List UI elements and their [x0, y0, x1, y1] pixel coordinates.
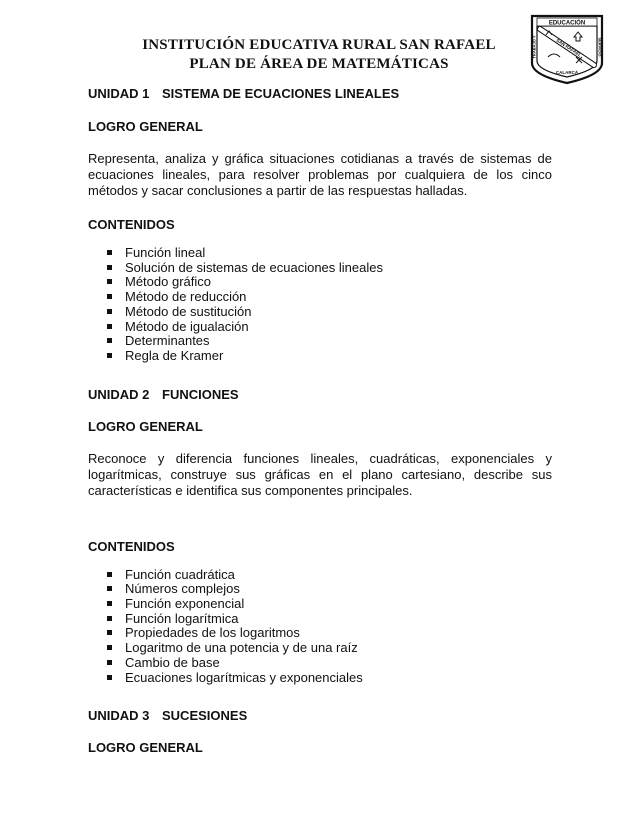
unit-1-heading — [88, 86, 552, 102]
contenidos-heading: CONTENIDOS — [88, 538, 175, 554]
shield-right-text: SERVICIO — [597, 37, 603, 57]
bullet-square-icon — [107, 630, 112, 635]
bullet-square-icon — [107, 294, 112, 299]
list-item-text: Función lineal — [125, 245, 206, 260]
list-item-text: Propiedades de los logaritmos — [125, 625, 300, 641]
list-item-text: Función cuadrática — [125, 566, 235, 582]
bullet-square-icon — [107, 586, 112, 591]
list-item-text: Ecuaciones logarítmicas y exponenciales — [125, 669, 363, 685]
list-item — [107, 656, 552, 671]
shield-left-text: TRABAJO Y — [531, 35, 537, 59]
list-item — [107, 671, 552, 686]
list-item-text: Solución de sistemas de ecuaciones lineales — [125, 259, 383, 275]
contenidos-heading: CONTENIDOS — [88, 217, 175, 232]
contenidos-list — [88, 246, 552, 364]
list-item-text: Función exponencial — [125, 596, 245, 612]
logro-general-heading: LOGRO GENERAL — [88, 740, 203, 756]
bullet-square-icon — [107, 572, 112, 577]
bullet-square-icon — [107, 265, 112, 270]
list-item — [107, 568, 552, 583]
bullet-square-icon — [107, 645, 112, 650]
bullet-square-icon — [107, 353, 112, 358]
unit-title: FUNCIONES — [162, 386, 239, 402]
bullet-square-icon — [107, 324, 112, 329]
list-item — [107, 305, 552, 320]
contenidos-list — [88, 568, 552, 686]
list-item-text: Regla de Kramer — [125, 347, 224, 363]
list-item — [107, 626, 552, 641]
shield-bottom-text: CALARCÁ — [555, 70, 579, 75]
list-item — [107, 597, 552, 612]
list-item — [107, 246, 552, 261]
bullet-square-icon — [107, 616, 112, 621]
plan-title: PLAN DE ÁREA DE MATEMÁTICAS — [189, 56, 449, 72]
logro-general-text: Representa, analiza y gráfica situaciones cotidianas a través de sistemas de ecuaciones lineales, para resolver problemas por cualquiera de los cinco métodos y sacar conclusiones a partir de las respuestas halladas. — [88, 151, 552, 198]
list-item-text: Método de reducción — [125, 289, 247, 305]
list-item — [107, 261, 552, 276]
logro-general-text: Reconoce y diferencia funciones lineales, cuadráticas, exponenciales y logarítmicas, construye sus gráficas en el plano cartesiano, describe sus características e identifica sus componentes principales. — [88, 450, 552, 498]
list-item — [107, 641, 552, 656]
bullet-square-icon — [107, 279, 112, 284]
shield-top-text: EDUCACIÓN — [548, 20, 586, 27]
list-item-text: Método de sustitución — [125, 303, 252, 319]
unit-number: UNIDAD 1 — [88, 86, 150, 101]
list-item — [107, 582, 552, 597]
list-item — [107, 612, 552, 627]
bullet-square-icon — [107, 675, 112, 680]
logro-general-heading: LOGRO GENERAL — [88, 418, 203, 434]
document-body — [88, 86, 552, 756]
list-item-text: Método gráfico — [125, 274, 211, 290]
list-item — [107, 290, 552, 305]
unit-title: SISTEMA DE ECUACIONES LINEALES — [162, 86, 400, 101]
unit-number: UNIDAD 3 — [88, 708, 150, 724]
list-item-text: Método de igualación — [125, 318, 249, 334]
list-item-text: Logaritmo de una potencia y de una raíz — [125, 640, 358, 656]
list-item — [107, 349, 552, 364]
bullet-square-icon — [107, 338, 112, 343]
list-item-text: Función logarítmica — [125, 610, 239, 626]
list-item-text: Determinantes — [125, 333, 210, 349]
shield-center-text: SAN RAFAEL — [555, 37, 583, 58]
list-item — [107, 334, 552, 349]
bullet-square-icon — [107, 660, 112, 665]
unit-3-heading — [88, 708, 552, 724]
list-item — [107, 320, 552, 335]
list-item — [107, 275, 552, 290]
bullet-square-icon — [107, 601, 112, 606]
bullet-square-icon — [107, 309, 112, 314]
list-item-text: Números complejos — [125, 581, 240, 597]
school-shield-logo — [528, 13, 606, 85]
unit-2-heading — [88, 387, 552, 403]
unit-title: SUCESIONES — [162, 708, 248, 724]
institution-name: INSTITUCIÓN EDUCATIVA RURAL SAN RAFAEL — [142, 37, 496, 53]
logro-general-heading: LOGRO GENERAL — [88, 119, 203, 134]
bullet-square-icon — [107, 250, 112, 255]
list-item-text: Cambio de base — [125, 654, 220, 670]
unit-number: UNIDAD 2 — [88, 386, 150, 402]
